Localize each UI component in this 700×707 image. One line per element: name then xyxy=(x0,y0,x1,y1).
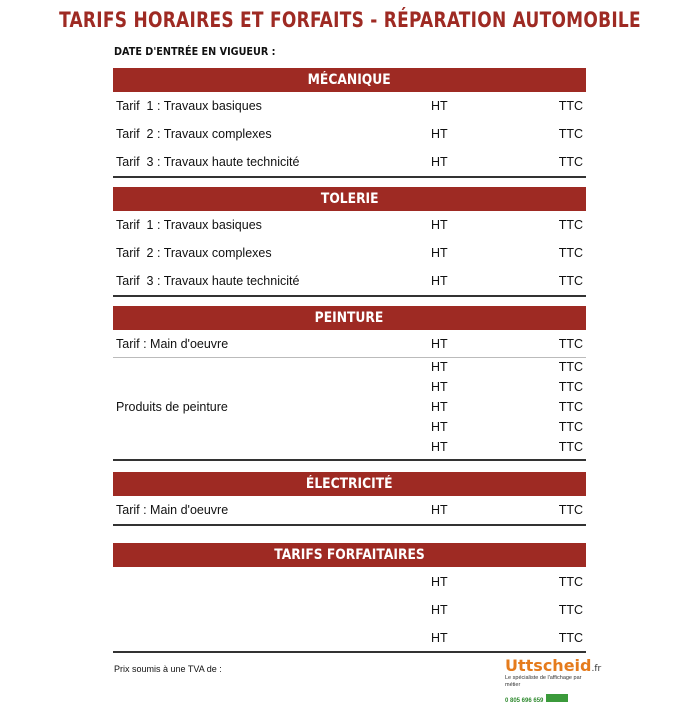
vat-note: Prix soumis à une TVA de : xyxy=(114,664,222,674)
table-row xyxy=(113,400,586,420)
section-divider xyxy=(113,176,586,178)
section-header-tolerie: TOLERIE xyxy=(113,187,586,211)
section-divider xyxy=(113,295,586,297)
table-row xyxy=(113,631,586,651)
row-label: Tarif : Main d'oeuvre xyxy=(116,337,229,351)
table-row xyxy=(113,420,586,440)
table-row xyxy=(113,274,586,294)
row-label: Tarif 1 : Travaux basiques xyxy=(116,99,262,113)
ttc-label: TTC xyxy=(558,575,583,589)
ttc-label: TTC xyxy=(558,218,583,232)
row-divider xyxy=(113,357,586,358)
ht-label: HT xyxy=(431,400,448,414)
page-title: TARIFS HORAIRES ET FORFAITS - RÉPARATION AUTOMOBILE xyxy=(59,8,641,32)
ht-label: HT xyxy=(431,503,448,517)
table-row xyxy=(113,155,586,175)
ht-label: HT xyxy=(431,127,448,141)
table-row xyxy=(113,127,586,147)
row-label: Tarif : Main d'oeuvre xyxy=(116,503,229,517)
ht-label: HT xyxy=(431,337,448,351)
section-header-forfaitaires: TARIFS FORFAITAIRES xyxy=(113,543,586,567)
table-row xyxy=(113,246,586,266)
table-row xyxy=(113,337,586,357)
ttc-label: TTC xyxy=(558,440,583,454)
ht-label: HT xyxy=(431,218,448,232)
row-label: Produits de peinture xyxy=(116,400,228,414)
table-row xyxy=(113,99,586,119)
ttc-label: TTC xyxy=(558,246,583,260)
ttc-label: TTC xyxy=(558,99,583,113)
section-divider xyxy=(113,524,586,526)
table-row xyxy=(113,575,586,595)
ht-label: HT xyxy=(431,440,448,454)
ht-label: HT xyxy=(431,420,448,434)
ttc-label: TTC xyxy=(558,360,583,374)
table-row xyxy=(113,380,586,400)
logo-tld: .fr xyxy=(591,664,602,674)
ttc-label: TTC xyxy=(558,337,583,351)
ttc-label: TTC xyxy=(558,155,583,169)
row-label: Tarif 2 : Travaux complexes xyxy=(116,246,272,260)
phone-badge-icon xyxy=(546,694,568,702)
ht-label: HT xyxy=(431,603,448,617)
ttc-label: TTC xyxy=(558,274,583,288)
ht-label: HT xyxy=(431,155,448,169)
ttc-label: TTC xyxy=(558,603,583,617)
section-header-peinture: PEINTURE xyxy=(113,306,586,330)
table-row xyxy=(113,360,586,380)
table-row xyxy=(113,440,586,460)
section-divider xyxy=(113,459,586,461)
table-row xyxy=(113,503,586,523)
ttc-label: TTC xyxy=(558,503,583,517)
ttc-label: TTC xyxy=(558,420,583,434)
section-header-electricite: ÉLECTRICITÉ xyxy=(113,472,586,496)
row-label: Tarif 1 : Travaux basiques xyxy=(116,218,262,232)
ht-label: HT xyxy=(431,274,448,288)
ht-label: HT xyxy=(431,631,448,645)
ttc-label: TTC xyxy=(558,631,583,645)
logo-brand: Uttscheid xyxy=(505,656,592,675)
row-label: Tarif 3 : Travaux haute technicité xyxy=(116,155,300,169)
ht-label: HT xyxy=(431,99,448,113)
table-row xyxy=(113,218,586,238)
row-label: Tarif 3 : Travaux haute technicité xyxy=(116,274,300,288)
row-label: Tarif 2 : Travaux complexes xyxy=(116,127,272,141)
ht-label: HT xyxy=(431,380,448,394)
logo-phone: 0 805 696 659 xyxy=(505,698,544,704)
section-header-mecanique: MÉCANIQUE xyxy=(113,68,586,92)
ht-label: HT xyxy=(431,246,448,260)
logo-tagline: Le spécialiste de l'affichage par métier xyxy=(505,675,582,688)
section-divider xyxy=(113,651,586,653)
ht-label: HT xyxy=(431,575,448,589)
brand-logo xyxy=(505,656,602,704)
ttc-label: TTC xyxy=(558,400,583,414)
effective-date-label: DATE D'ENTRÉE EN VIGUEUR : xyxy=(114,46,276,58)
table-row xyxy=(113,603,586,623)
ttc-label: TTC xyxy=(558,127,583,141)
ttc-label: TTC xyxy=(558,380,583,394)
ht-label: HT xyxy=(431,360,448,374)
